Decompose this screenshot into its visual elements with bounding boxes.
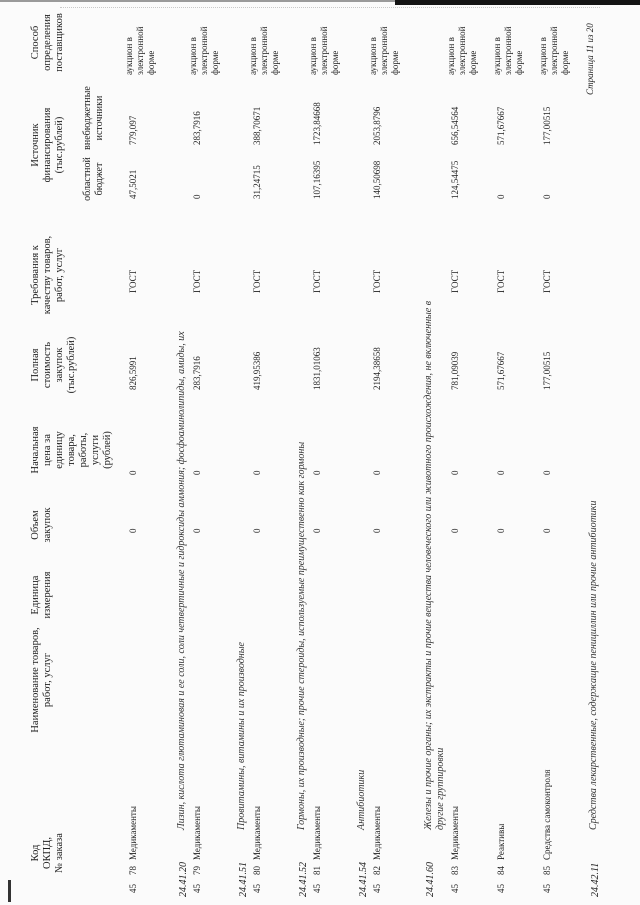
regional-budget-value: 0 (496, 194, 506, 199)
item-name: Медикаменты (450, 806, 460, 860)
category-title: Железы и прочие органы; их экстракты и прочие вещества человеческого или животного происхождения, не включенные в (423, 300, 434, 830)
total-value: 283,7916 (192, 356, 202, 390)
category-title: Гормоны, их производные; прочие стероиды, используемые преимущественно как гормоны (296, 441, 307, 830)
price-value: 0 (312, 470, 322, 475)
method-value: аукцион в электронной форме (538, 26, 570, 75)
row-number: 45 (312, 884, 322, 893)
regional-budget-value: 0 (192, 194, 202, 199)
okpd-code: 24.42.11 (590, 862, 601, 897)
row-number: 45 (252, 884, 262, 893)
extrabudget-value: 2053,8796 (372, 106, 382, 145)
category-title: Провитамины, витамины и их производные (236, 642, 247, 830)
extrabudget-value: 388,70671 (252, 106, 262, 145)
method-value: аукцион в электронной форме (446, 26, 478, 75)
header-unit: Единица измерения (30, 571, 53, 619)
regional-budget-value: 124,54475 (450, 160, 460, 199)
header-price: Начальная цена за единицу товара, работы, услуги (рублей) (30, 426, 113, 474)
okpd-code: 24.41.51 (238, 862, 249, 897)
method-value: аукцион в электронной форме (248, 26, 280, 75)
item-name: Реактивы (496, 823, 506, 860)
regional-budget-value: 0 (542, 194, 552, 199)
volume-value: 0 (496, 528, 506, 533)
extrabudget-value: 283,7916 (192, 111, 202, 145)
header-name: Наименование товаров, работ, услуг (30, 627, 53, 733)
volume-value: 0 (312, 528, 322, 533)
volume-value: 0 (192, 528, 202, 533)
item-name: Медикаменты (312, 806, 322, 860)
okpd-code: 24.41.54 (358, 862, 369, 897)
total-value: 826,5991 (128, 356, 138, 390)
header-method: Способ определения поставщиков (30, 13, 65, 72)
price-value: 0 (450, 470, 460, 475)
price-value: 0 (372, 470, 382, 475)
quality-value: ГОСТ (128, 269, 138, 293)
order-number: 81 (312, 866, 322, 875)
regional-budget-value: 107,16395 (312, 160, 322, 199)
method-value: аукцион в электронной форме (492, 26, 524, 75)
page-number: Страница 11 из 20 (585, 23, 595, 95)
price-value: 0 (192, 470, 202, 475)
extrabudget-value: 571,67667 (496, 106, 506, 145)
header-volume: Объем закупок (30, 507, 53, 543)
price-value: 0 (128, 470, 138, 475)
regional-budget-value: 31,24715 (252, 165, 262, 199)
row-number: 45 (496, 884, 506, 893)
price-value: 0 (252, 470, 262, 475)
order-number: 79 (192, 866, 202, 875)
quality-value: ГОСТ (450, 269, 460, 293)
order-number: 78 (128, 866, 138, 875)
extrabudget-value: 1723,84668 (312, 102, 322, 145)
item-name: Медикаменты (372, 806, 382, 860)
order-number: 85 (542, 866, 552, 875)
volume-value: 0 (542, 528, 552, 533)
order-number: 80 (252, 866, 262, 875)
price-value: 0 (542, 470, 552, 475)
extrabudget-value: 177,00515 (542, 106, 552, 145)
item-name: Медикаменты (252, 806, 262, 860)
quality-value: ГОСТ (542, 269, 552, 293)
row-number: 45 (542, 884, 552, 893)
method-value: аукцион в электронной форме (188, 26, 220, 75)
volume-value: 0 (128, 528, 138, 533)
regional-budget-value: 47,5021 (128, 169, 138, 199)
row-number: 45 (192, 884, 202, 893)
category-title: Лизин, кислота глютаминовая и ее соли, соли четвертичные и гидроксиды аммония; фосфоаминолипиды, амиды, их (176, 331, 187, 830)
header-regional: областной бюджет (82, 157, 105, 201)
okpd-code: 24.41.20 (178, 862, 189, 897)
total-value: 1831,01063 (312, 347, 322, 390)
total-value: 781,09039 (450, 351, 460, 390)
order-number: 83 (450, 866, 460, 875)
quality-value: ГОСТ (312, 269, 322, 293)
row-number: 45 (128, 884, 138, 893)
total-value: 177,00515 (542, 351, 552, 390)
quality-value: ГОСТ (192, 269, 202, 293)
volume-value: 0 (252, 528, 262, 533)
header-code: Код ОКПД, № заказа (30, 833, 65, 873)
price-value: 0 (496, 470, 506, 475)
category-title-continued: другие группировки (435, 747, 446, 830)
header-extrabudget: внебюджетные источники (82, 86, 105, 150)
header-funding: Источник финансирования (тыс.рублей) (30, 107, 65, 183)
okpd-code: 24.41.60 (425, 862, 436, 897)
header-quality: Требования к качеству товаров, работ, услуг (30, 235, 65, 315)
item-name: Медикаменты (192, 806, 202, 860)
extrabudget-value: 779,097 (128, 115, 138, 145)
header-total: Полная стоимость закупок (тыс.рублей) (30, 336, 77, 394)
category-title: Антибиотики (356, 769, 367, 830)
extrabudget-value: 656,54564 (450, 106, 460, 145)
item-name: Медикаменты (128, 806, 138, 860)
row-number: 45 (450, 884, 460, 893)
quality-value: ГОСТ (496, 269, 506, 293)
row-number: 45 (372, 884, 382, 893)
method-value: аукцион в электронной форме (368, 26, 400, 75)
item-name: Средства самоконтроля (542, 769, 552, 860)
regional-budget-value: 140,50698 (372, 160, 382, 199)
okpd-code: 24.41.52 (298, 862, 309, 897)
order-number: 82 (372, 866, 382, 875)
category-title: Средства лекарственные, содержащие пенициллин или прочие антибиотики (588, 500, 599, 830)
method-value: аукцион в электронной форме (124, 26, 156, 75)
volume-value: 0 (372, 528, 382, 533)
total-value: 571,67667 (496, 351, 506, 390)
volume-value: 0 (450, 528, 460, 533)
quality-value: ГОСТ (372, 269, 382, 293)
quality-value: ГОСТ (252, 269, 262, 293)
order-number: 84 (496, 866, 506, 875)
method-value: аукцион в электронной форме (308, 26, 340, 75)
total-value: 2194,38658 (372, 347, 382, 390)
total-value: 419,95386 (252, 351, 262, 390)
